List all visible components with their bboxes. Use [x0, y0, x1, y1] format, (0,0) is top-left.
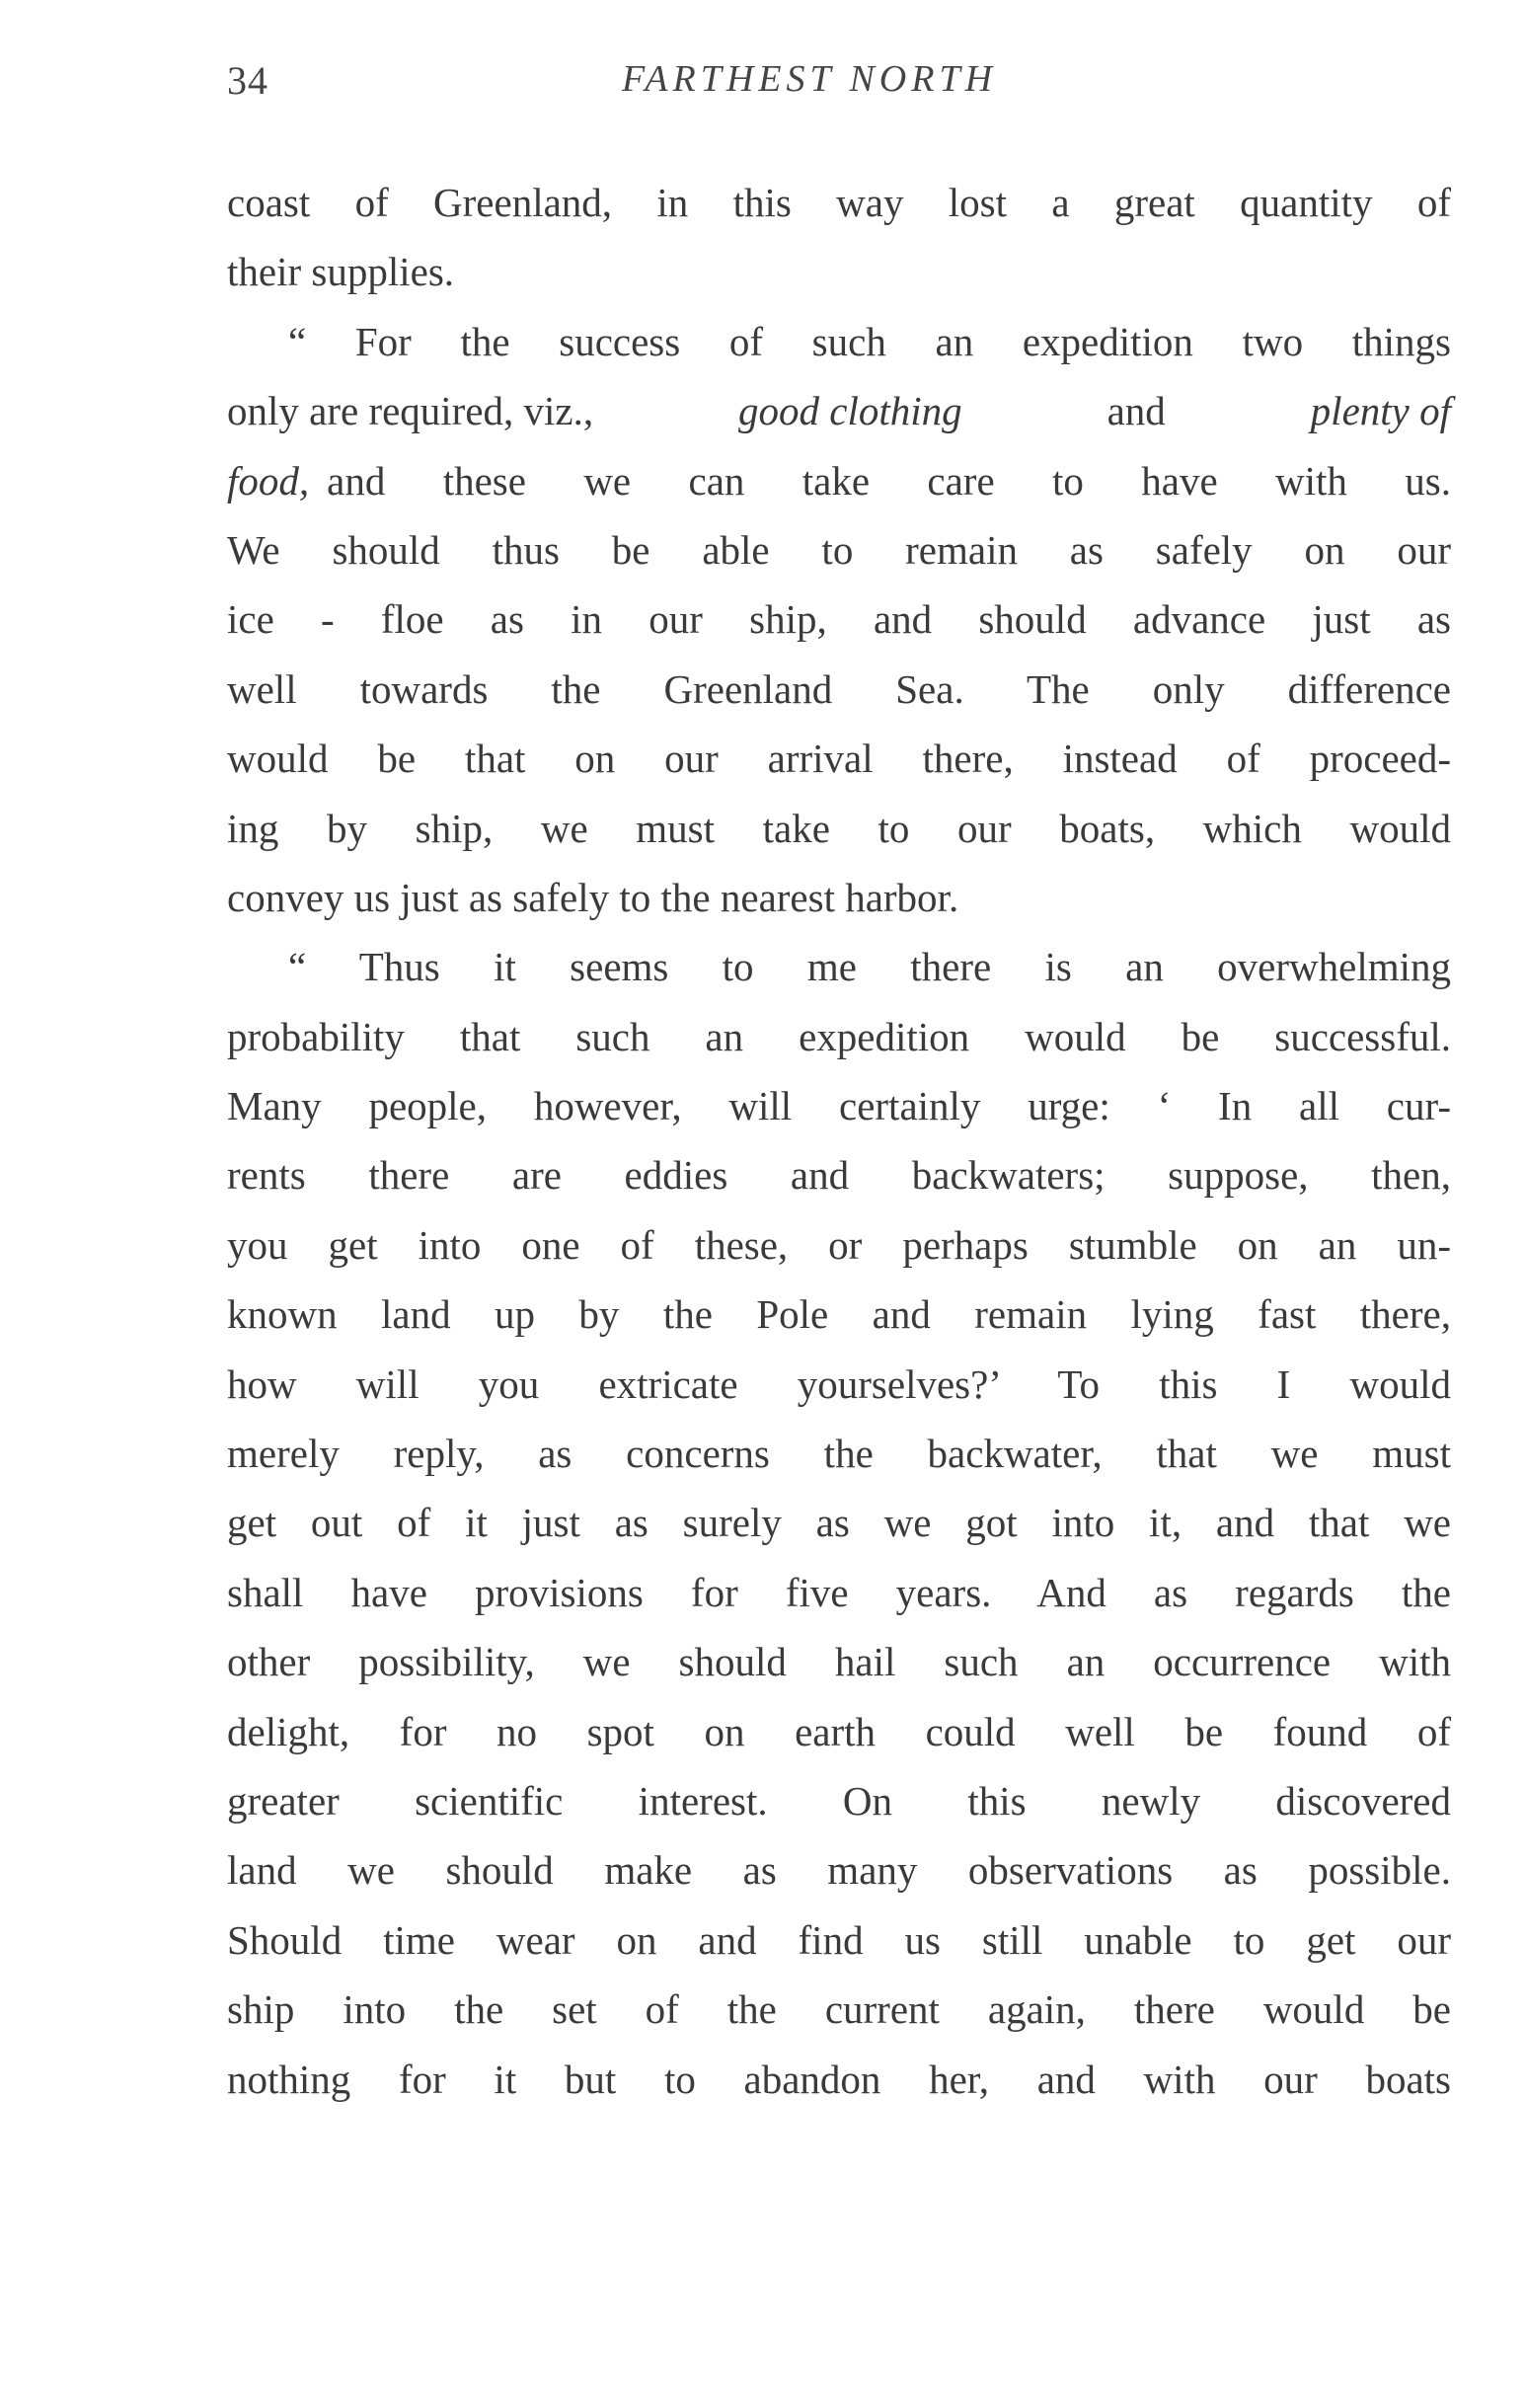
- emphasized-phrase: good clothing: [738, 388, 962, 434]
- text-line: rents there are eddies and backwaters; suppose, then,: [227, 1152, 1451, 1199]
- text-line: We should thus be able to remain as safely on our: [227, 526, 1451, 573]
- text-line: their supplies.: [227, 249, 455, 295]
- text-line: known land up by the Pole and remain lying fast there,: [227, 1291, 1451, 1338]
- text-line: “ For the success of such an expedition two things: [288, 318, 1451, 364]
- text-line: well towards the Greenland Sea. The only difference: [227, 665, 1451, 712]
- text-line: would be that on our arrival there, instead of proceed-: [227, 736, 1451, 782]
- text-line: delight, for no spot on earth could well be found of: [227, 1708, 1451, 1754]
- text-line: greater scientific interest. On this newly discovered: [227, 1777, 1451, 1824]
- running-title: FARTHEST NORTH: [621, 58, 998, 100]
- text-line: nothing for it but to abandon her, and with our boats: [227, 2056, 1451, 2102]
- emphasized-phrase: plenty of: [1310, 388, 1451, 434]
- text-line: other possibility, we should hail such an occurrence with: [227, 1639, 1451, 1685]
- running-head: [227, 57, 1451, 117]
- text-segment: and these we can take care to have with us.: [327, 457, 1451, 504]
- page-number: 34: [227, 58, 268, 103]
- text-line: merely reply, as concerns the backwater, that we must: [227, 1431, 1451, 1477]
- text-line: “ Thus it seems to me there is an overwhelming: [288, 944, 1451, 990]
- text-line: Should time wear on and find us still unable to get our: [227, 1916, 1451, 1963]
- body-text: [227, 168, 1451, 2114]
- text-line: shall have provisions for five years. And as regards the: [227, 1569, 1451, 1615]
- text-line: you get into one of these, or perhaps stumble on an un-: [227, 1221, 1451, 1268]
- text-line: [227, 376, 1451, 445]
- text-line: probability that such an expedition would be successful.: [227, 1013, 1451, 1059]
- text-line: coast of Greenland, in this way lost a great quantity of: [227, 180, 1451, 225]
- text-segment: only are required, viz.,: [227, 388, 594, 434]
- text-line: Many people, however, will certainly urge: ‘ In all cur-: [227, 1083, 1451, 1129]
- text-line: convey us just as safely to the nearest harbor.: [227, 874, 959, 920]
- text-line: [227, 446, 1451, 515]
- text-line: ice - floe as in our ship, and should advance just as: [227, 596, 1451, 643]
- text-line: ship into the set of the current again, there would be: [227, 1986, 1451, 2033]
- text-line: land we should make as many observations as possible.: [227, 1847, 1451, 1894]
- emphasized-phrase: food,: [227, 457, 310, 504]
- text-segment: and: [1106, 388, 1166, 434]
- text-line: how will you extricate yourselves?’ To this I would: [227, 1360, 1451, 1407]
- text-line: ing by ship, we must take to our boats, which would: [227, 805, 1451, 851]
- text-line: get out of it just as surely as we got into it, and that we: [227, 1500, 1451, 1546]
